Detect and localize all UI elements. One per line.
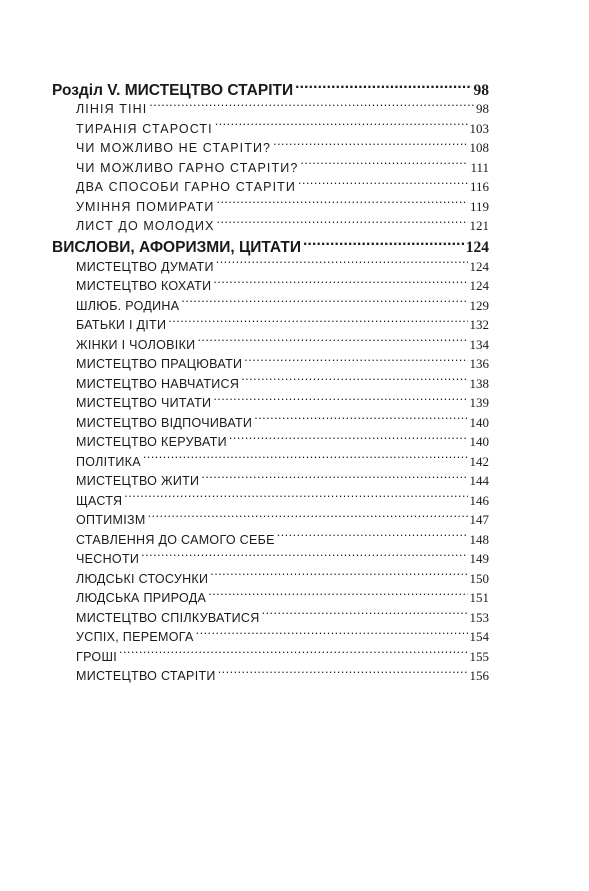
- toc-entry: [76, 374, 489, 394]
- page-number: 119: [469, 198, 489, 214]
- entry-title: БАТЬКИ І ДІТИ: [76, 318, 167, 332]
- section-title: ВИСЛОВИ, АФОРИЗМИ, ЦИТАТИ: [52, 239, 301, 256]
- entry-title: МИСТЕЦТВО ДУМАТИ: [76, 259, 214, 274]
- dot-leader: [216, 198, 468, 211]
- entry-title: МИСТЕЦТВО ЖИТИ: [76, 474, 200, 488]
- page-number: 154: [469, 629, 489, 644]
- page-number: 116: [469, 179, 489, 194]
- entry-title: ЩАСТЯ: [76, 493, 123, 508]
- entry-title: МИСТЕЦТВО КЕРУВАТИ: [76, 435, 227, 449]
- entry-title: ЖІНКИ І ЧОЛОВІКИ: [76, 337, 196, 352]
- entry-title: ЛЮДСЬКІ СТОСУНКИ: [76, 571, 209, 586]
- entry-title: МИСТЕЦТВО ПРАЦЮВАТИ: [76, 357, 243, 371]
- dot-leader: [168, 317, 467, 330]
- dot-leader: [300, 159, 468, 172]
- dot-leader: [124, 492, 467, 505]
- entry-title: ТИРАНІЯ СТАРОСТІ: [76, 121, 213, 136]
- toc-entry: [76, 138, 489, 158]
- entry-title: ЧИ МОЖЛИВО ГАРНО СТАРІТИ?: [76, 160, 299, 175]
- dot-leader: [303, 237, 464, 253]
- page-number: 139: [469, 395, 489, 410]
- toc-entry: [76, 627, 489, 647]
- section-title: Розділ V. МИСТЕЦТВО СТАРІТИ: [52, 81, 294, 99]
- entry-title: УСПІХ, ПЕРЕМОГА: [76, 630, 194, 644]
- toc-entry: [76, 510, 489, 530]
- toc-entry: [76, 608, 489, 628]
- entry-title: ГРОШІ: [76, 649, 117, 664]
- dot-leader: [298, 179, 468, 192]
- dot-leader: [218, 668, 468, 681]
- page-number: 142: [469, 453, 489, 469]
- entry-title: МИСТЕЦТВО НАВЧАТИСЯ: [76, 376, 240, 391]
- page-number: 108: [469, 140, 489, 155]
- toc-entry: [76, 257, 489, 277]
- entry-title: МИСТЕЦТВО КОХАТИ: [76, 279, 212, 293]
- toc-entry: [76, 354, 489, 374]
- page-number: 150: [469, 570, 489, 586]
- dot-leader: [213, 395, 467, 408]
- toc-entry: [76, 276, 489, 296]
- toc-entry: [76, 197, 489, 217]
- page-number: 148: [469, 531, 489, 547]
- toc-entry: [76, 588, 489, 608]
- toc-entry: [76, 549, 489, 569]
- page-number: 140: [469, 414, 489, 430]
- entry-title: МИСТЕЦТВО ВІДПОЧИВАТИ: [76, 415, 253, 430]
- page-number: 138: [469, 375, 489, 391]
- toc-entry: [76, 452, 489, 472]
- page-number: 140: [469, 434, 489, 449]
- toc-entry: [76, 119, 489, 139]
- dot-leader: [213, 278, 467, 291]
- entry-title: ШЛЮБ. РОДИНА: [76, 298, 180, 313]
- page-number: 124: [469, 278, 489, 293]
- page-number: 124: [469, 258, 489, 274]
- page-number: 155: [469, 648, 489, 664]
- dot-leader: [254, 414, 467, 427]
- entry-title: ЧЕСНОТИ: [76, 552, 140, 566]
- entry-title: ОПТИМІЗМ: [76, 513, 146, 527]
- entry-title: МИСТЕЦТВО ЧИТАТИ: [76, 396, 212, 410]
- toc-entry: [76, 471, 489, 491]
- dot-leader: [208, 590, 467, 603]
- entry-title: СТАВЛЕННЯ ДО САМОГО СЕБЕ: [76, 532, 275, 547]
- entry-title: МИСТЕЦТВО СТАРІТИ: [76, 669, 216, 683]
- toc-entry: [76, 296, 489, 316]
- entry-title: МИСТЕЦТВО СПІЛКУВАТИСЯ: [76, 610, 260, 625]
- page-number: 156: [469, 668, 489, 683]
- dot-leader: [295, 79, 471, 95]
- page-number: 149: [469, 551, 489, 566]
- dot-leader: [181, 297, 467, 310]
- page-number: 124: [465, 239, 489, 256]
- page-number: 98: [473, 81, 489, 99]
- page-number: 144: [469, 473, 489, 488]
- page-number: 103: [469, 120, 489, 136]
- page-number: 151: [469, 590, 489, 605]
- toc-entry: [76, 569, 489, 589]
- toc-section-heading: [52, 79, 489, 99]
- dot-leader: [241, 375, 467, 388]
- page-number: 153: [469, 609, 489, 625]
- toc-entry: [76, 158, 489, 178]
- dot-leader: [217, 218, 468, 231]
- page-number: 134: [469, 336, 489, 352]
- dot-leader: [215, 120, 468, 133]
- entry-title: ПОЛІТИКА: [76, 454, 141, 469]
- toc-section-heading: [52, 237, 489, 257]
- page-number: 132: [469, 317, 489, 332]
- dot-leader: [262, 609, 468, 622]
- dot-leader: [196, 629, 468, 642]
- toc-entry: [76, 647, 489, 667]
- toc-entry: [76, 177, 489, 197]
- toc-entry: [76, 432, 489, 452]
- page-number: 121: [469, 218, 489, 233]
- entry-title: ЛИСТ ДО МОЛОДИХ: [76, 219, 215, 233]
- dot-leader: [201, 473, 467, 486]
- toc-entry: [76, 216, 489, 236]
- dot-leader: [197, 336, 467, 349]
- dot-leader: [148, 512, 468, 525]
- dot-leader: [277, 531, 468, 544]
- toc-entry: [76, 315, 489, 335]
- table-of-contents: [52, 79, 489, 686]
- page-number: 129: [469, 297, 489, 313]
- dot-leader: [119, 648, 468, 661]
- dot-leader: [229, 434, 468, 447]
- toc-entry: [76, 393, 489, 413]
- dot-leader: [273, 140, 467, 153]
- page-number: 147: [469, 512, 489, 527]
- page-number: 136: [469, 356, 489, 371]
- entry-title: УМІННЯ ПОМИРАТИ: [76, 199, 215, 214]
- page-number: 111: [470, 159, 489, 175]
- dot-leader: [244, 356, 467, 369]
- page-number: 146: [469, 492, 489, 508]
- entry-title: ЧИ МОЖЛИВО НЕ СТАРІТИ?: [76, 141, 272, 155]
- entry-title: ЛЮДСЬКА ПРИРОДА: [76, 591, 207, 605]
- dot-leader: [210, 570, 467, 583]
- dot-leader: [216, 258, 468, 271]
- entry-title: ЛІНІЯ ТІНІ: [76, 102, 148, 116]
- dot-leader: [141, 551, 467, 564]
- toc-entry: [76, 99, 489, 119]
- toc-entry: [76, 666, 489, 686]
- dot-leader: [149, 101, 474, 114]
- toc-entry: [76, 413, 489, 433]
- toc-entry: [76, 530, 489, 550]
- entry-title: ДВА СПОСОБИ ГАРНО СТАРІТИ: [76, 180, 296, 194]
- page-number: 98: [476, 101, 489, 116]
- toc-entry: [76, 335, 489, 355]
- toc-entry: [76, 491, 489, 511]
- dot-leader: [143, 453, 468, 466]
